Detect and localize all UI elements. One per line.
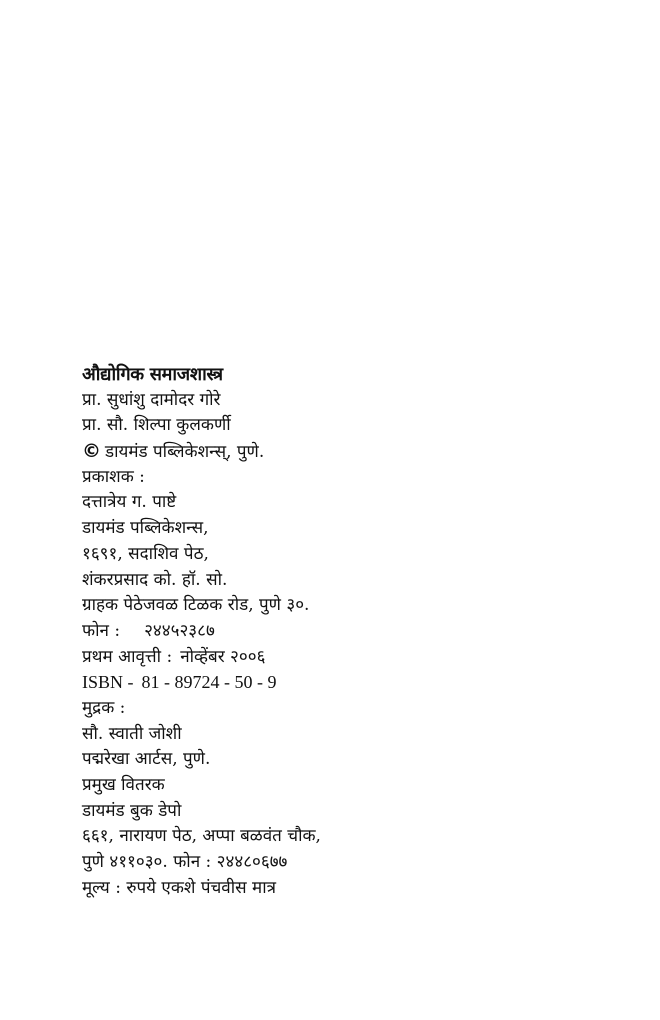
distributor-city-phone: पुणे ४११०३०. फोन : २४४८०६७७ xyxy=(82,852,288,873)
author-2: प्रा. सौ. शिल्पा कुलकर्णी xyxy=(82,415,231,436)
edition-label: प्रथम आवृत्ती : xyxy=(82,646,173,667)
isbn-label: ISBN - xyxy=(82,672,134,693)
isbn-value: 81 - 89724 - 50 - 9 xyxy=(141,672,277,693)
phone-label: फोन : xyxy=(82,620,121,641)
printer-label: मुद्रक : xyxy=(82,697,126,718)
publisher-label: प्रकाशक : xyxy=(82,466,145,487)
edition-line xyxy=(82,645,602,671)
copyright-icon: © xyxy=(82,440,101,463)
publisher-company: डायमंड पब्लिकेशन्स, xyxy=(82,518,209,539)
publisher-address-3: ग्राहक पेठेजवळ टिळक रोड, पुणे ३०. xyxy=(82,595,310,616)
printer-company: पद्मरेखा आर्टस, पुणे. xyxy=(82,749,211,770)
distributor-address: ६६१, नारायण पेठ, अप्पा बळवंत चौक, xyxy=(82,826,321,847)
distributor-label: प्रमुख वितरक xyxy=(82,775,165,795)
copyright-holder: डायमंड पब्लिकेशन्स्, पुणे. xyxy=(105,442,265,463)
price-line: मूल्य : रुपये एकशे पंचवीस मात्र xyxy=(82,877,276,898)
publisher-name: दत्तात्रेय ग. पाष्टे xyxy=(82,492,177,513)
imprint-block xyxy=(82,362,602,901)
publisher-address-1: १६९१, सदाशिव पेठ, xyxy=(82,543,209,564)
printer-name: सौ. स्वाती जोशी xyxy=(82,723,182,744)
distributor-name: डायमंड बुक डेपो xyxy=(82,800,182,821)
book-title: औद्योगिक समाजशास्त्र xyxy=(82,364,223,385)
phone-number: २४४५२३८७ xyxy=(144,620,215,641)
isbn-line xyxy=(82,670,602,696)
edition-value: नोव्हेंबर २००६ xyxy=(180,646,266,667)
publisher-address-2: शंकरप्रसाद को. हॉ. सो. xyxy=(82,569,228,590)
author-1: प्रा. सुधांशु दामोदर गोरे xyxy=(82,389,221,410)
publisher-phone-line xyxy=(82,619,602,645)
copyright-line xyxy=(82,439,602,465)
